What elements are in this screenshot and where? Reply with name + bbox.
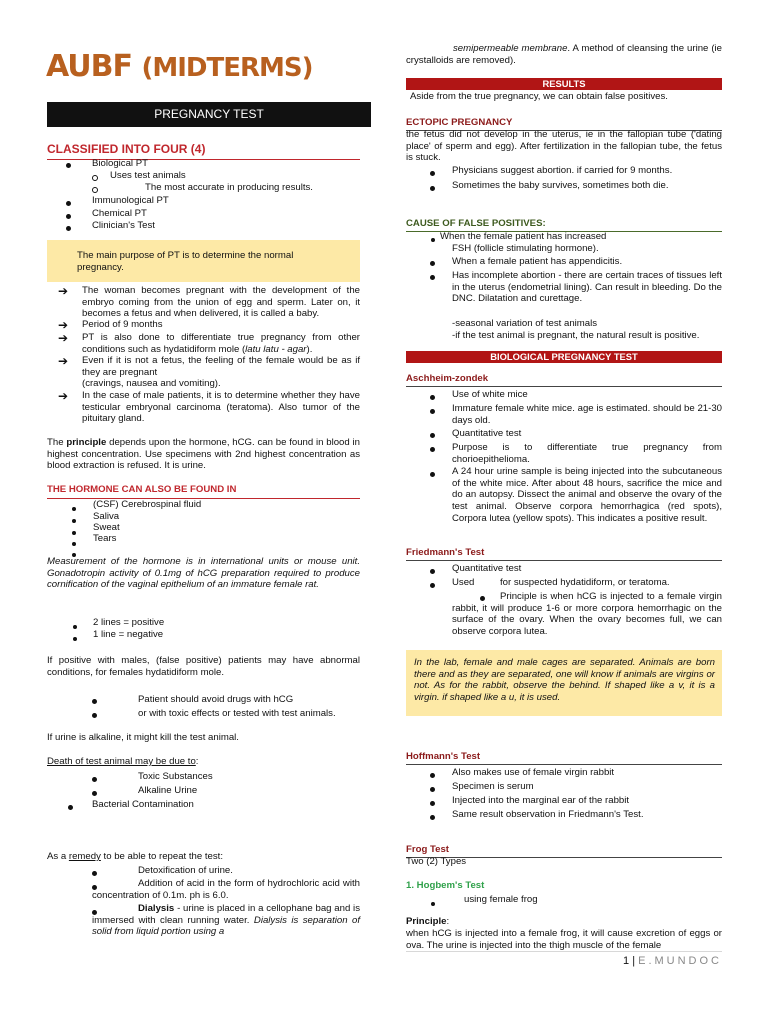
- list-item: [92, 710, 97, 722]
- frog-heading-text: Frog Test: [406, 844, 449, 855]
- list-item-text: or with toxic effects or tested with test animals.: [138, 708, 336, 719]
- list-item-text: Tears: [93, 533, 117, 544]
- seasonal-text-2: -if the test animal is pregnant, the natural result is positive.: [452, 330, 700, 341]
- list-item-text: Purpose is to differentiate true pregnancy from chorioepithelioma.: [452, 442, 722, 465]
- list-item: [430, 770, 435, 782]
- arrow-icon: ➔: [58, 318, 69, 332]
- principle-paragraph: The principle depends upon the hormone, hCG. can be found in blood in highest concentration. Use specimens with 2nd highest concentration as blood extraction is refused. It is urine.: [47, 437, 360, 472]
- list-item-text: Detoxification of urine.: [138, 865, 233, 876]
- list-item-text: for suspected hydatidiform, or teratoma.: [500, 577, 670, 588]
- friedmann-heading: [406, 547, 722, 561]
- list-item-text: Alkaline Urine: [138, 785, 198, 796]
- page-footer: [560, 955, 722, 968]
- list-item-text: Quantitative test: [452, 563, 522, 574]
- list-item: [92, 774, 97, 786]
- bio-pregnancy-banner: [406, 351, 722, 363]
- list-item-text: Same result observation in Friedmann's Test.: [452, 809, 644, 820]
- list-item: [430, 444, 435, 456]
- list-item: [92, 788, 97, 800]
- title-main: AUBF: [46, 49, 133, 84]
- list-item-text: Principle is when hCG is injected to a female virgin rabbit, it will produce 1-6 or more corpora hemorrhagic on the surface of the ovary. When the ovary becomes full, we can observe corpora lutea.: [452, 591, 722, 638]
- seasonal-text-1: -seasonal variation of test animals: [452, 318, 598, 329]
- list-item: [73, 633, 77, 645]
- principle-bold: principle: [66, 437, 107, 448]
- dialysis-text: Dialysis - urine is placed in a cellophane bag and is immersed with clean running water. Dialysis is separation of solid from liquid portion using a: [92, 903, 360, 938]
- list-item-text: Biological PT: [92, 158, 148, 169]
- list-item: [430, 183, 435, 195]
- hoffmann-heading-text: Hoffmann's Test: [406, 751, 481, 762]
- arrow-icon: ➔: [58, 354, 69, 368]
- purpose-box: [47, 240, 360, 282]
- list-item-text: Also makes use of female virgin rabbit: [452, 767, 615, 778]
- list-item: [430, 258, 435, 270]
- list-item-text: Saliva: [93, 511, 120, 522]
- males-text: If positive with males, (false positive) patients may have abnormal conditions, for females hydatidiform mole.: [47, 655, 360, 678]
- list-item-text: Addition of acid in the form of hydrochloric acid with concentration of 0.1m. ph is 6.0.: [92, 878, 360, 901]
- list-item: [430, 566, 435, 578]
- list-item: [66, 160, 71, 172]
- list-item: [430, 430, 435, 442]
- arrow-item-text: Even if it is not a fetus, the feeling of the female would be as if they are pregnant: [82, 355, 360, 378]
- list-item-text: Used: [452, 577, 475, 588]
- bio-pregnancy-label: BIOLOGICAL PREGNANCY TEST: [490, 351, 638, 362]
- list-item: [66, 223, 71, 235]
- list-item-text: Bacterial Contamination: [92, 799, 194, 810]
- alkaline-text: If urine is alkaline, it might kill the test animal.: [47, 732, 239, 743]
- arrow-icon: ➔: [58, 284, 69, 298]
- list-item-text: Use of white mice: [452, 389, 528, 400]
- list-item: [431, 234, 435, 246]
- list-item: [430, 272, 435, 284]
- arrow-icon: ➔: [58, 331, 69, 345]
- list-item: [72, 527, 76, 539]
- lines-positive: 2 lines = positive: [93, 617, 165, 628]
- list-item-text: Quantitative test: [452, 428, 522, 439]
- classified-heading: [47, 142, 360, 160]
- list-item: [430, 406, 435, 418]
- list-item: [92, 696, 97, 708]
- sub-bullet: [92, 173, 98, 185]
- list-item-text: Immature female white mice. age is estimated. should be 21-30 days old.: [452, 403, 722, 426]
- list-item-text: Sweat: [93, 522, 120, 533]
- list-item-text: Physicians suggest abortion. if carried for 9 months.: [452, 165, 673, 176]
- lab-note-box: [406, 650, 722, 716]
- list-item: [430, 392, 435, 404]
- list-item-text: FSH (follicle stimulating hormone).: [452, 243, 599, 254]
- list-item: [73, 621, 77, 633]
- list-item-text: The most accurate in producing results.: [145, 182, 313, 193]
- hoffmann-heading: [406, 751, 722, 765]
- list-item-text: Chemical PT: [92, 208, 147, 219]
- results-banner: [406, 78, 722, 90]
- friedmann-heading-text: Friedmann's Test: [406, 547, 485, 558]
- results-label: RESULTS: [542, 78, 586, 89]
- remedy-heading: As a remedy to be able to repeat the test:: [47, 851, 224, 862]
- list-item-text: Has incomplete abortion - there are certain traces of tissues left in the uterus (endometrial lining). Can result in bleeding. Do the DNC. Dilatation and curettage.: [452, 270, 722, 305]
- list-item-text: When a female patient has appendicitis.: [452, 256, 623, 267]
- principle-text: when hCG is injected into a female frog, it will cause excretion of eggs or ova. The urine is injected into the thigh muscle of the female: [406, 928, 722, 951]
- footer-separator: |: [632, 955, 636, 967]
- list-item-text: Uses test animals: [110, 170, 186, 181]
- list-item-text: Specimen is serum: [452, 781, 534, 792]
- purpose-text: The main purpose of PT is to determine the normal pregnancy.: [77, 250, 294, 273]
- list-item-text: (CSF) Cerebrospinal fluid: [93, 499, 202, 510]
- frog-types: Two (2) Types: [406, 856, 467, 867]
- list-item-text: Sometimes the baby survives, sometimes both die.: [452, 180, 669, 191]
- list-item-text: Toxic Substances: [138, 771, 213, 782]
- list-item-text: Injected into the marginal ear of the rabbit: [452, 795, 630, 806]
- list-item: [72, 503, 76, 515]
- ectopic-heading-text: ECTOPIC PREGNANCY: [406, 117, 513, 128]
- list-item: [430, 812, 435, 824]
- mole-italic: latu latu - agar: [245, 343, 307, 355]
- list-item-text: using female frog: [464, 894, 538, 905]
- false-positives-heading-text: CAUSE OF FALSE POSITIVES:: [406, 218, 546, 229]
- list-item: [430, 469, 435, 481]
- footer-author: E.MUNDOC: [638, 955, 722, 967]
- results-text: Aside from the true pregnancy, we can obtain false positives.: [410, 91, 668, 102]
- list-item-text: Patient should avoid drugs with hCG: [138, 694, 294, 705]
- hormone-heading: [47, 484, 360, 499]
- list-item: [430, 168, 435, 180]
- cravings-text: (cravings, nausea and vomiting).: [82, 378, 221, 389]
- footer-rule: [406, 951, 722, 952]
- arrow-icon: ➔: [58, 389, 69, 403]
- list-item: [72, 538, 76, 550]
- arrow-item-text: In the case of male patients, it is to determine whether they have testicular embryonal carcinoma (teratoma). Also tumor of the pituitary gland.: [82, 390, 360, 425]
- arrow-item-text: Period of 9 months: [82, 319, 163, 330]
- list-item-text: When the female patient has increased: [440, 231, 607, 242]
- false-positives-heading: [406, 218, 722, 232]
- list-item: [66, 198, 71, 210]
- page-number: 1: [623, 955, 630, 967]
- list-item-text: A 24 hour urine sample is being injected into the subcutaneous of the white mice. After about 48 hours, sacrifice the mice and do an autopsy. Dissect the animal and observe the ovary of the test animal. Observe corpora hemorrhagica (red spots), Corpora lutea (yellow spots). This indicates a positive result.: [452, 466, 722, 524]
- classified-heading-text: CLASSIFIED INTO FOUR (4): [47, 142, 206, 156]
- list-item: [68, 802, 73, 814]
- aschheim-heading-text: Aschheim-zondek: [406, 373, 489, 384]
- list-item: [72, 515, 76, 527]
- list-item: [430, 798, 435, 810]
- principle-label: Principle:: [406, 916, 450, 927]
- list-item: [430, 580, 435, 592]
- list-item: [431, 898, 435, 910]
- list-item-text: Clinician's Test: [92, 220, 155, 231]
- document-title: [46, 50, 312, 85]
- death-heading: Death of test animal may be due to:: [47, 756, 199, 767]
- arrow-item-text: PT is also done to differentiate true pregnancy from other conditions such as hydatidiform mole (latu latu - agar).: [82, 332, 360, 355]
- hogbem-heading: 1. Hogbem's Test: [406, 880, 485, 891]
- aschheim-heading: [406, 373, 722, 387]
- title-paren: (MIDTERMS): [141, 53, 313, 83]
- semipermeable-text: semipermeable membrane. A method of cleansing the urine (ie crystalloids are removed).: [406, 43, 723, 66]
- hormone-heading-text: THE HORMONE CAN ALSO BE FOUND IN: [47, 484, 237, 495]
- pregnancy-test-label: PREGNANCY TEST: [154, 107, 264, 121]
- measurement-text: Measurement of the hormone is in international units or mouse unit. Gonadotropin activity of 0.1mg of hCG preparation required to produce cornification of the vaginal epithelium of an immature female rat.: [47, 556, 360, 591]
- pregnancy-test-banner: [47, 102, 371, 127]
- ectopic-text: the fetus did not develop in the uterus, ie in the fallopian tube ('dating place' of sperm and egg). After fertilization in the fallopian tube, the fetus is stuck.: [406, 129, 722, 164]
- arrow-item-text: The woman becomes pregnant with the development of the embryo coming from the union of egg and sperm. Later on, it becomes a fetus and when delivered, it is called a baby.: [82, 285, 360, 320]
- list-item-text: Immunological PT: [92, 195, 169, 206]
- list-item: [66, 211, 71, 223]
- lines-negative: 1 line = negative: [93, 629, 164, 640]
- lab-note-text: In the lab, female and male cages are separated. Animals are born there and as they are separated, one will know if animals are virgins or not. As for the rabbit, observe the behind. If shaped like a v, it is a virgin. if shaped like a u, it is used.: [414, 657, 715, 704]
- list-item: [430, 784, 435, 796]
